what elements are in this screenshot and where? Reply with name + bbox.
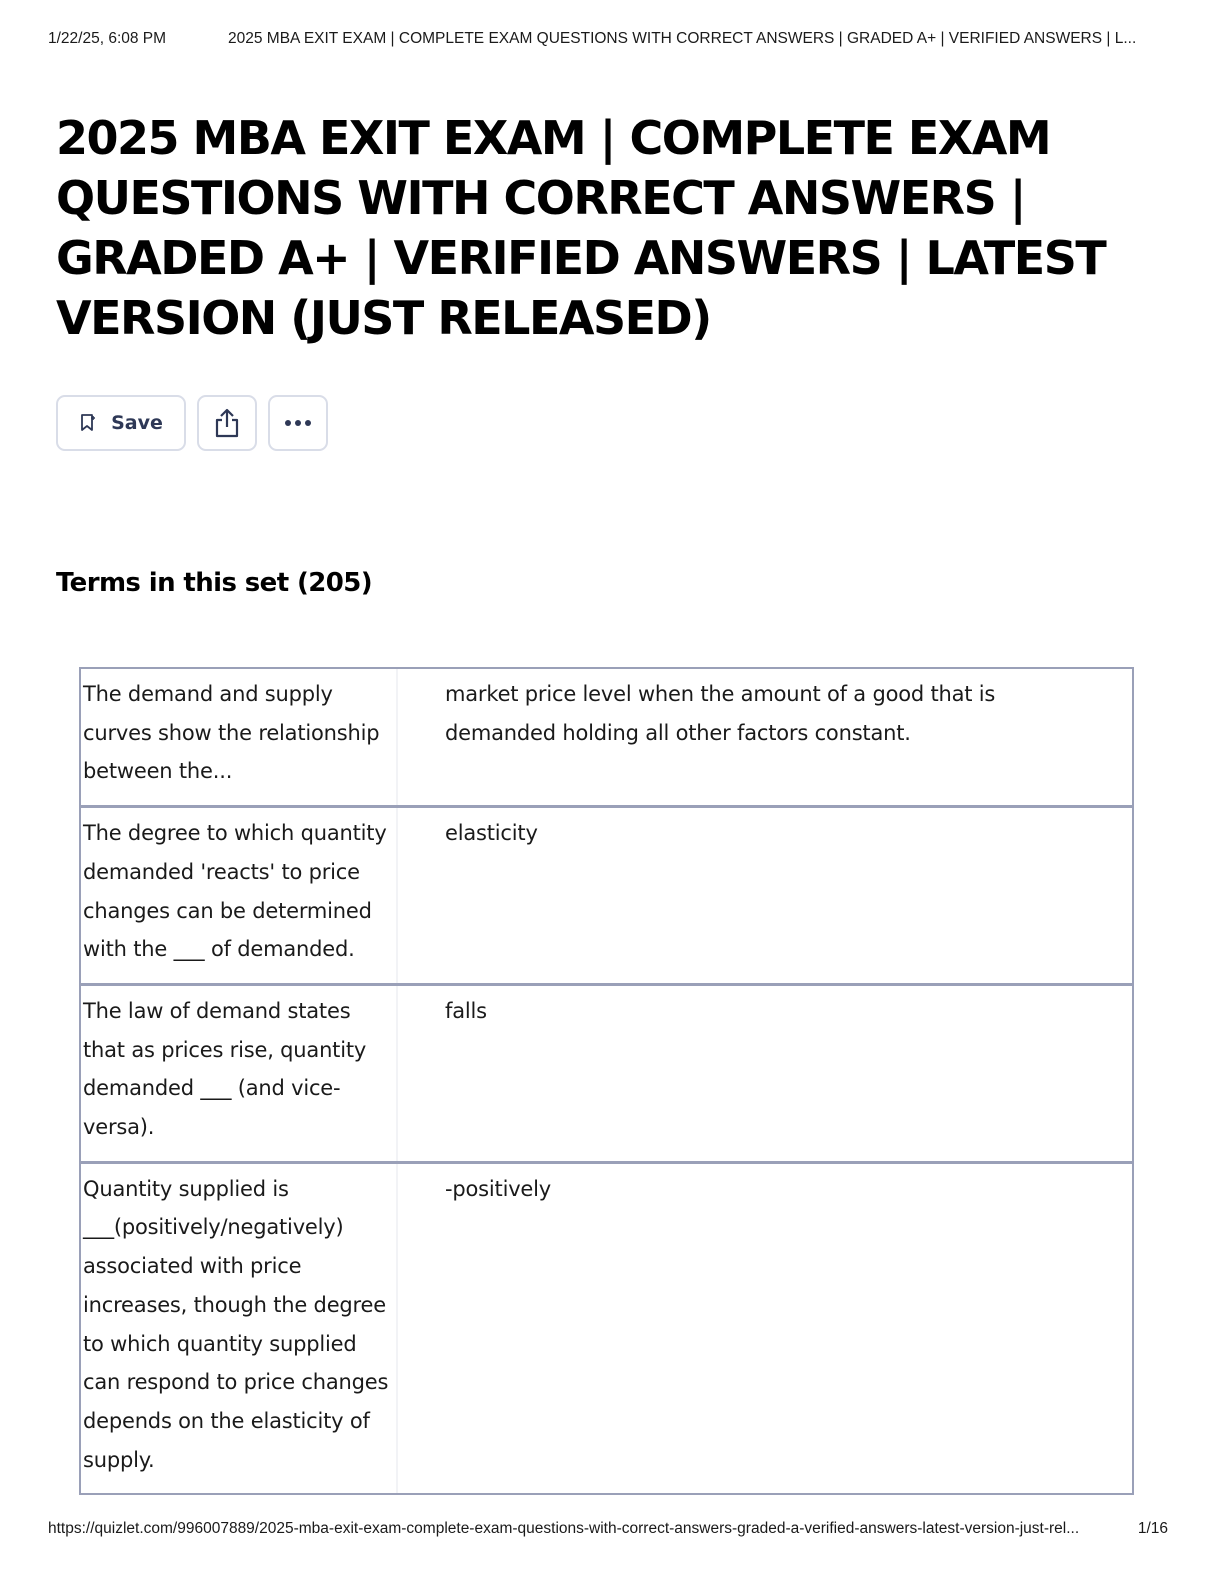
term-row <box>81 805 1132 983</box>
term-text: The degree to which quantity demanded 'reacts' to price changes can be determined with the ___ of demanded. <box>81 808 398 983</box>
print-footer <box>48 1520 1168 1542</box>
definition-text: market price level when the amount of a good that is demanded holding all other factors constant. <box>445 682 996 745</box>
print-header <box>48 30 1168 52</box>
page-url: https://quizlet.com/996007889/2025-mba-exit-exam-complete-exam-questions-with-correct-answers-graded-a-verified-answers-latest-version-just-rel... <box>48 1520 1080 1537</box>
terms-heading: Terms in this set (205) <box>56 568 373 598</box>
more-options-button[interactable] <box>268 395 328 451</box>
terms-table <box>79 667 1134 1495</box>
term-text: The law of demand states that as prices rise, quantity demanded ___ (and vice-versa). <box>81 986 398 1161</box>
page-number: 1/16 <box>1137 1520 1168 1537</box>
print-datetime: 1/22/25, 6:08 PM <box>48 30 167 47</box>
share-button[interactable] <box>197 395 257 451</box>
term-text: The demand and supply curves show the relationship between the... <box>81 669 398 805</box>
definition-text: elasticity <box>445 821 538 846</box>
definition-text: falls <box>445 998 487 1023</box>
term-row <box>81 1161 1132 1494</box>
page-title: 2025 MBA EXIT EXAM | COMPLETE EXAM QUESTIONS WITH CORRECT ANSWERS | GRADED A+ | VERIFIED ANSWERS | LATEST VERSION (JUST RELEASED) <box>56 111 1106 345</box>
print-title: 2025 MBA EXIT EXAM | COMPLETE EXAM QUESTIONS WITH CORRECT ANSWERS | GRADED A+ | VERIFIED ANSWERS | L... <box>228 30 1137 47</box>
bookmark-icon <box>79 413 97 433</box>
definition-text: -positively <box>445 1176 552 1201</box>
more-icon <box>283 419 313 427</box>
share-icon <box>212 407 242 439</box>
term-row <box>81 669 1132 805</box>
term-row <box>81 983 1132 1161</box>
save-button[interactable] <box>56 395 186 451</box>
term-text: Quantity supplied is ___(positively/negatively) associated with price increases, though the degree to which quantity supplied can respond to price changes depends on the elasticity of supply. <box>81 1164 398 1494</box>
save-button-label: Save <box>111 412 163 434</box>
